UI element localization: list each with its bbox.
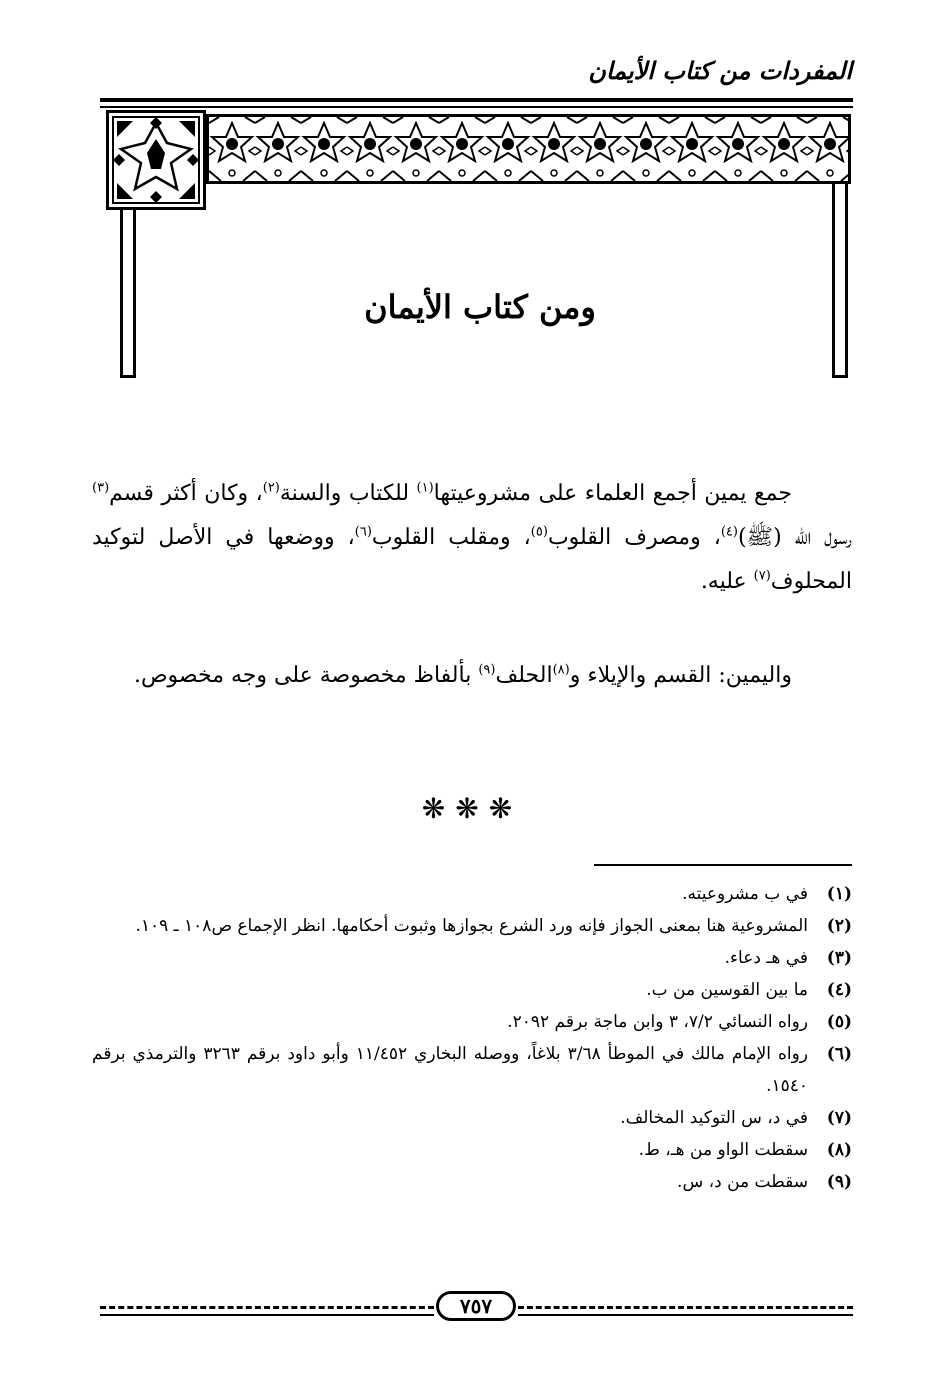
footnote-item [92,910,852,942]
frame-post-right [832,184,848,378]
footnote-text: رواه النسائي ٧/٢، ٣ وابن ماجة برقم ٢٠٩٢. [507,1012,808,1032]
ornament-band [206,114,851,184]
footnotes-list [92,878,852,1198]
footnote-number: (٩) [826,1172,852,1192]
footer-dash-right [518,1306,853,1309]
footnote-ref-3: (٣) [92,480,110,496]
footnote-text: سقطت من د، س. [677,1172,808,1192]
chapter-title: ومن كتاب الأيمان [364,288,596,326]
body-paragraph-2 [92,654,852,698]
page-number: ٧٥٧ [436,1291,516,1321]
footnote-ref-9: (٩) [478,662,496,678]
p1-text-4: رسول الله (ﷺ) [737,525,852,550]
p1-text-6: ، ومقلب القلوب [371,525,531,550]
footnote-number: (٢) [826,916,852,936]
footnote-number: (٨) [826,1140,852,1160]
footnote-item [92,1006,852,1038]
p2-text-2: الحلف [495,663,553,688]
footnote-ref-6: (٦) [354,524,372,540]
footnote-ref-2: (٢) [262,480,280,496]
frame-post-left [120,210,136,378]
p1-text-8: عليه. [700,569,754,594]
p2-text-1: واليمين: القسم والإيلاء و [569,663,792,688]
header-rule-thick [100,98,853,102]
footer-line-left [100,1314,434,1316]
footnote-ref-8: (٨) [552,662,570,678]
footnote-number: (٧) [826,1108,852,1128]
p2-text-3: بألفاظ مخصوصة على وجه مخصوص. [133,663,479,688]
section-separator-stars: ❋❋❋ [421,792,523,825]
ornament-corner-square [106,110,206,210]
p1-text-2: للكتاب والسنة [279,481,417,506]
footnote-item [92,1102,852,1134]
footnote-item [92,974,852,1006]
running-header: المفردات من كتاب الأيمان [588,56,852,85]
footnote-item [92,1134,852,1166]
footnote-text: ما بين القوسين من ب. [646,980,808,1000]
p1-text-7: ، ووضعها في الأصل لتوكيد المحلوف [92,525,852,594]
footnote-item [92,942,852,974]
footnote-text: في د، س التوكيد المخالف. [620,1108,808,1128]
footnote-item [92,1038,852,1102]
footnote-text: المشروعية هنا بمعنى الجواز فإنه ورد الشرع بجوازها وثبوت أحكامها. انظر الإجماع ص١٠٨ ـ ١٠٩. [135,916,808,936]
footnote-ref-5: (٥) [530,524,548,540]
footnote-ref-1: (١) [416,480,434,496]
footnote-number: (٦) [826,1044,852,1064]
footnote-rule [594,864,852,866]
footnote-text: في ب مشروعيته. [682,884,808,904]
footnote-number: (١) [826,884,852,904]
footnote-text: في هـ دعاء. [724,948,808,968]
footnote-ref-4: (٤) [720,524,738,540]
p1-text-5: ، ومصرف القلوب [547,525,721,550]
ornament-corner-pattern [109,113,203,207]
body-paragraph-1 [92,472,852,604]
footnote-text: سقطت الواو من هـ، ط. [638,1140,808,1160]
ornament-pattern [209,117,851,184]
footnote-number: (٤) [826,980,852,1000]
p1-text-1: جمع يمين أجمع العلماء على مشروعيتها [433,481,792,506]
footnote-number: (٣) [826,948,852,968]
footer-dash-left [100,1306,434,1309]
footer-line-right [518,1314,853,1316]
p1-text-3: ، وكان أكثر قسم [109,481,263,506]
header-rule-thin [100,106,853,108]
footnote-text: رواه الإمام مالك في الموطأ ٣/٦٨ بلاغاً، ووصله البخاري ١١/٤٥٢ وأبو داود برقم ٣٢٦٣ والترمذي برقم ١٥٤٠. [92,1044,808,1096]
footnote-number: (٥) [826,1012,852,1032]
footnote-ref-7: (٧) [753,568,771,584]
footnote-item [92,1166,852,1198]
footnote-item [92,878,852,910]
